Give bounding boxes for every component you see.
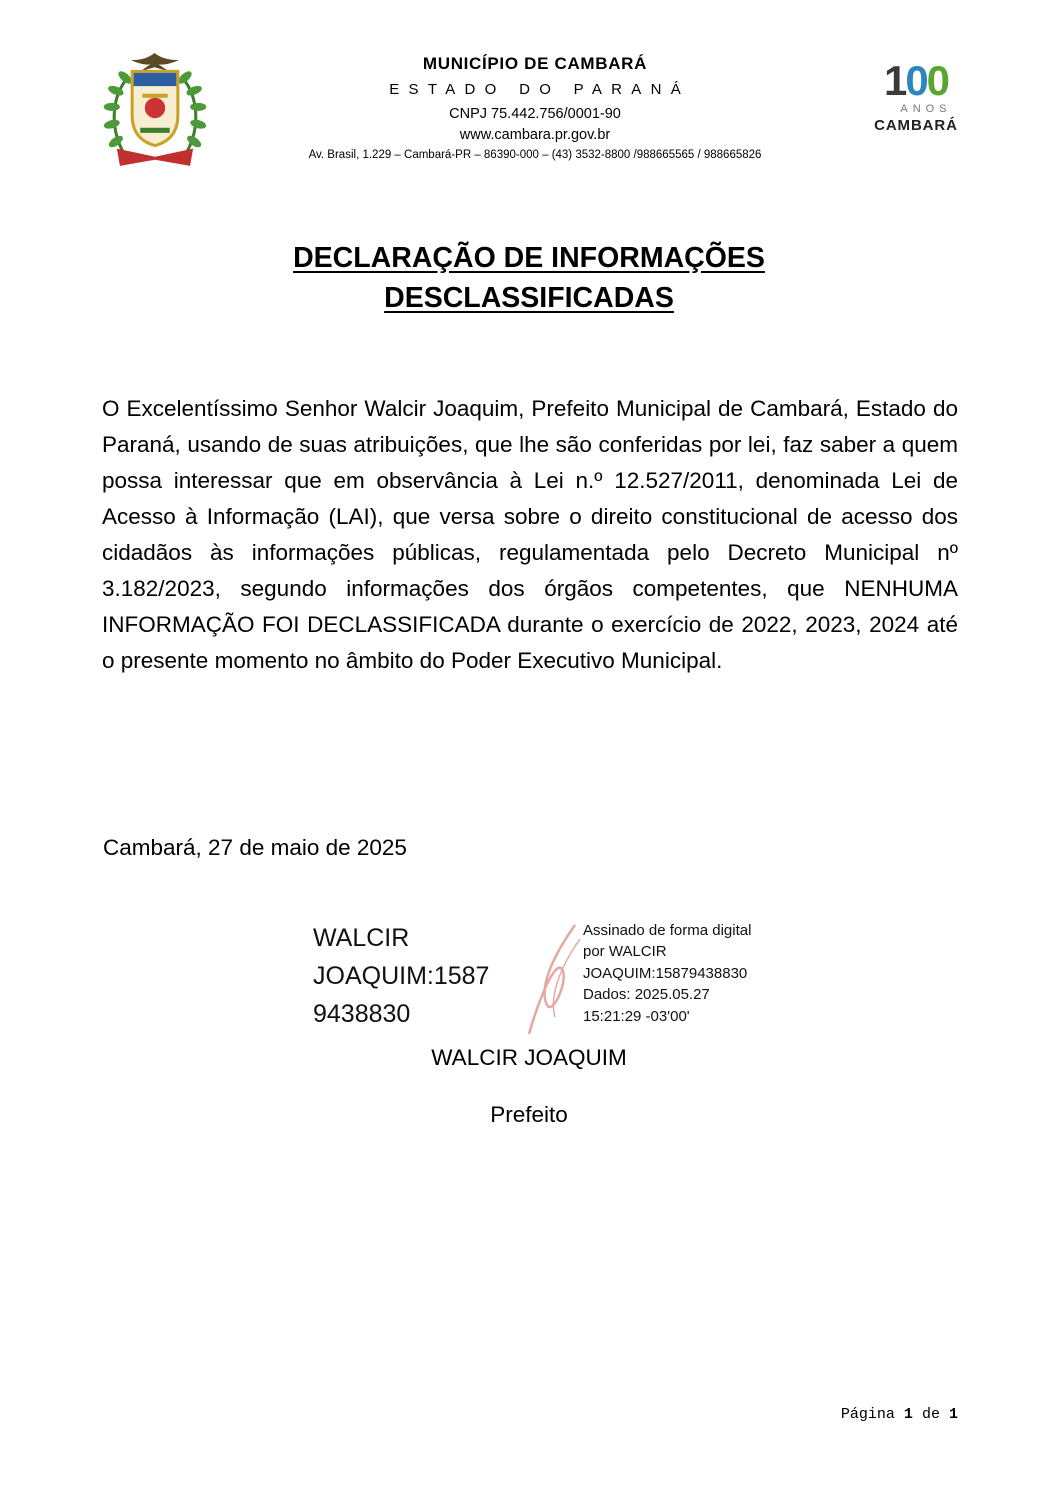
digital-signature-block: [313, 919, 1058, 1041]
page-number-total: 1: [948, 1406, 958, 1423]
cnpj-line: CNPJ 75.442.756/0001-90: [449, 106, 621, 122]
page-number-label: Página: [840, 1406, 895, 1423]
letterhead: [0, 0, 1058, 177]
coat-of-arms-icon: [100, 50, 210, 172]
page-number-separator: de: [921, 1406, 940, 1423]
anniversary-city-label: CAMBARÁ: [874, 117, 958, 134]
letterhead-text: [210, 50, 860, 161]
municipality-name: MUNICÍPIO DE CAMBARÁ: [422, 54, 648, 73]
signer-name: WALCIR JOAQUIM: [431, 1044, 627, 1070]
website-line: www.cambara.pr.gov.br: [459, 127, 611, 143]
address-line: Av. Brasil, 1.229 – Cambará-PR – 86390-000 – (43) 3532-8800 /988665565 / 988665826: [308, 149, 762, 161]
coat-of-arms: [100, 50, 210, 177]
document-title: [0, 239, 1058, 319]
signature-detail-line: por WALCIR: [583, 943, 667, 961]
signature-certificate-name: [313, 919, 531, 1041]
state-name: ESTADO DO PARANÁ: [389, 81, 691, 98]
signature-name-line: JOAQUIM:1587: [313, 961, 490, 990]
page-number-current: 1: [903, 1406, 913, 1423]
document-title-line2: DESCLASSIFICADAS: [384, 281, 674, 314]
signature-detail-line: JOAQUIM:15879438830: [583, 964, 748, 982]
anniversary-logo: [860, 50, 972, 133]
page-number: [841, 1406, 958, 1423]
signature-name-line: WALCIR: [313, 923, 410, 952]
anniversary-digit: 0: [905, 57, 927, 104]
signature-detail-line: 15:21:29 -03'00': [583, 1007, 690, 1025]
date-line: Cambará, 27 de maio de 2025: [103, 834, 407, 860]
anniversary-digit: 0: [926, 57, 949, 104]
signer-title: Prefeito: [490, 1101, 568, 1127]
signature-flourish-icon: [517, 919, 587, 1041]
signature-name-line: 9438830: [313, 999, 411, 1028]
document-title-line1: DECLARAÇÃO DE INFORMAÇÕES: [293, 242, 765, 274]
anniversary-digit: 1: [883, 57, 906, 104]
declaration-body: O Excelentíssimo Senhor Walcir Joaquim, Prefeito Municipal de Cambará, Estado do Paraná, usando de suas atribuições, que lhe são conferidas por lei, faz saber a quem possa interessar que em observância à Lei n.º 12.527/2011, denominada Lei de Acesso à Informação (LAI), que versa sobre o direito constitucional de acesso dos cidadãos às informações públicas, regulamentada pelo Decreto Municipal nº 3.182/2023, segundo informações dos órgãos competentes, que NENHUMA INFORMAÇÃO FOI DECLASSIFICADA durante o exercício de 2022, 2023, 2024 até o presente momento no âmbito do Poder Executivo Municipal.: [102, 395, 958, 673]
signature-detail-line: Dados: 2025.05.27: [583, 986, 710, 1004]
anniversary-anos-label: ANOS: [900, 103, 952, 115]
signature-details: [583, 919, 751, 1041]
anniversary-100: [860, 57, 972, 104]
signature-detail-line: Assinado de forma digital: [583, 921, 752, 939]
